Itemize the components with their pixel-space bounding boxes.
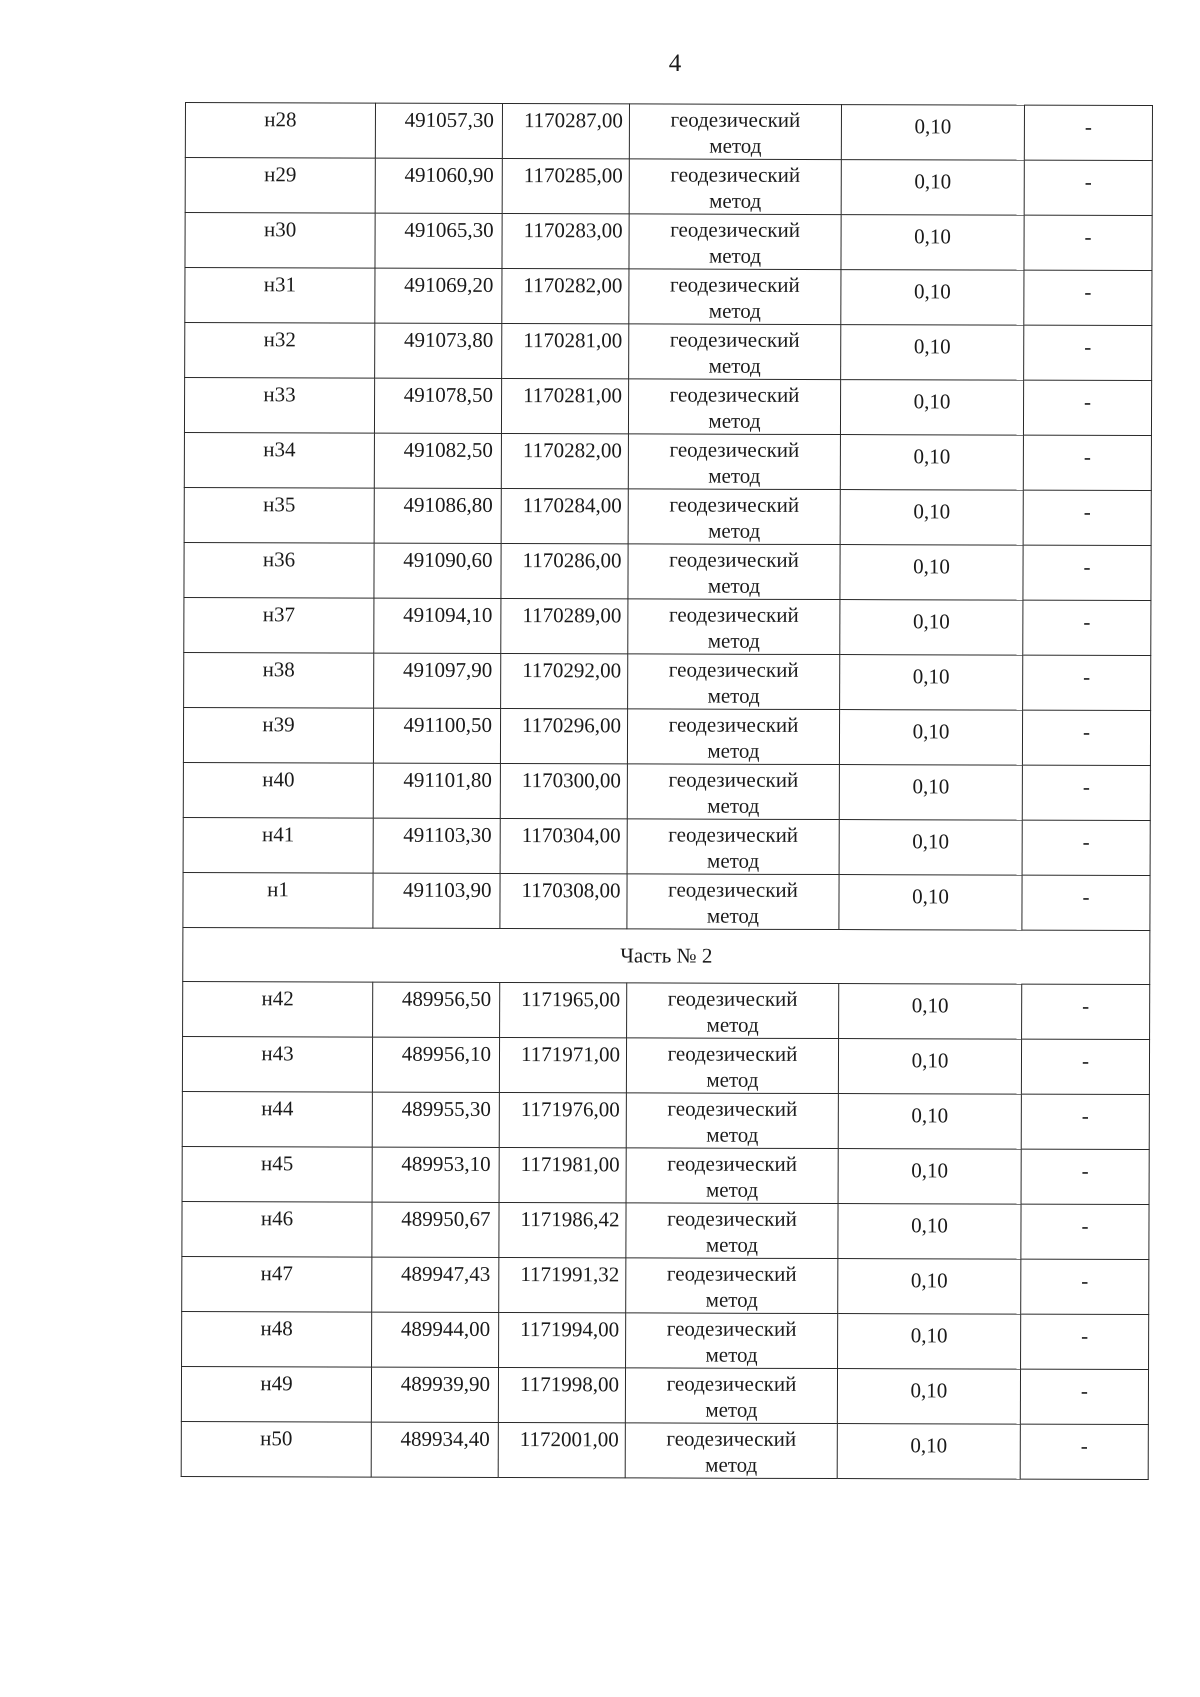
accuracy-cell: 0,10 — [839, 765, 1022, 821]
method-line-2: метод — [706, 1122, 759, 1147]
x-coordinate-cell: 491078,50 — [374, 378, 501, 433]
method-line-1: геодезический — [669, 382, 800, 407]
x-coordinate-cell: 491073,80 — [375, 323, 502, 378]
method-line-1: геодезический — [666, 1261, 797, 1286]
x-coordinate-cell: 491100,50 — [373, 708, 500, 763]
method-line-1: геодезический — [666, 1316, 797, 1341]
y-coordinate-cell: 1170281,00 — [502, 323, 629, 378]
table-row — [183, 872, 1150, 930]
method-line-2: метод — [708, 518, 761, 543]
method-line-1: геодезический — [670, 217, 801, 242]
x-coordinate-cell: 491082,50 — [374, 433, 501, 488]
point-cell: н41 — [183, 817, 373, 873]
point-cell: н47 — [182, 1256, 372, 1312]
method-line-2: метод — [708, 243, 762, 268]
y-coordinate-cell: 1171981,00 — [499, 1147, 626, 1202]
table-row — [183, 817, 1150, 875]
y-coordinate-cell: 1171976,00 — [499, 1092, 626, 1147]
note-cell: - — [1020, 1369, 1148, 1424]
point-cell: н1 — [183, 872, 373, 928]
point-cell: н28 — [185, 103, 375, 159]
y-coordinate-cell: 1170281,00 — [501, 378, 628, 433]
y-coordinate-cell: 1171998,00 — [498, 1367, 625, 1422]
method-line-1: геодезический — [667, 986, 798, 1011]
method-line-1: геодезический — [666, 1371, 797, 1396]
table-row — [182, 1091, 1149, 1149]
point-cell: н30 — [185, 213, 375, 269]
note-cell: - — [1023, 380, 1151, 435]
method-line-1: геодезический — [669, 437, 800, 462]
x-coordinate-cell: 489953,10 — [372, 1147, 499, 1202]
point-cell: н33 — [184, 378, 374, 434]
x-coordinate-cell: 489947,43 — [372, 1257, 499, 1312]
note-cell: - — [1020, 1424, 1148, 1479]
method-line-1: геодезический — [667, 1151, 798, 1176]
y-coordinate-cell: 1170282,00 — [501, 433, 628, 488]
accuracy-cell: 0,10 — [838, 1038, 1021, 1094]
y-coordinate-cell: 1170282,00 — [502, 268, 629, 323]
method-line-2: метод — [707, 848, 760, 873]
point-cell: н39 — [183, 707, 373, 763]
point-cell: н34 — [184, 432, 374, 488]
method-line-1: геодезический — [669, 327, 800, 352]
method-line-1: геодезический — [670, 107, 801, 132]
note-cell: - — [1023, 655, 1151, 710]
section-label: Часть № 2 — [183, 927, 1150, 984]
table-row — [185, 323, 1152, 381]
method-cell — [628, 544, 840, 600]
x-coordinate-cell: 491103,90 — [373, 873, 500, 928]
accuracy-cell: 0,10 — [837, 1368, 1020, 1424]
method-cell — [628, 599, 840, 655]
method-line-1: геодезический — [668, 712, 799, 737]
method-cell — [629, 104, 841, 160]
method-cell — [628, 489, 840, 545]
method-line-1: геодезический — [667, 1096, 798, 1121]
x-coordinate-cell: 491094,10 — [374, 598, 501, 653]
note-cell: - — [1024, 105, 1152, 160]
method-line-2: метод — [708, 298, 761, 323]
note-cell: - — [1023, 545, 1151, 600]
y-coordinate-cell: 1171965,00 — [500, 982, 627, 1037]
method-line-2: метод — [706, 903, 760, 928]
method-cell — [629, 159, 841, 215]
y-coordinate-cell: 1170308,00 — [500, 873, 627, 928]
table-row — [185, 158, 1152, 216]
x-coordinate-cell: 491103,30 — [373, 818, 500, 873]
accuracy-cell: 0,10 — [838, 1258, 1021, 1314]
method-cell — [625, 1422, 837, 1478]
accuracy-cell: 0,10 — [841, 160, 1024, 216]
section-header — [183, 927, 1150, 984]
method-line-1: геодезический — [668, 822, 799, 847]
note-cell: - — [1023, 600, 1151, 655]
coordinates-table — [181, 102, 1153, 1480]
method-line-1: геодезический — [668, 657, 799, 682]
note-cell: - — [1023, 490, 1151, 545]
method-cell — [627, 982, 839, 1038]
note-cell: - — [1021, 1094, 1149, 1149]
method-line-1: геодезический — [669, 547, 799, 572]
y-coordinate-cell: 1170286,00 — [501, 543, 628, 598]
table-row — [181, 1366, 1148, 1424]
accuracy-cell: 0,10 — [840, 545, 1023, 601]
method-cell — [626, 1257, 838, 1313]
accuracy-cell: 0,10 — [838, 1203, 1021, 1259]
method-line-2: метод — [705, 1342, 758, 1367]
accuracy-cell: 0,10 — [838, 1313, 1021, 1369]
note-cell: - — [1022, 984, 1150, 1039]
point-cell: н38 — [184, 652, 374, 708]
method-line-2: метод — [709, 188, 762, 213]
method-line-2: метод — [708, 353, 761, 378]
note-cell: - — [1024, 160, 1152, 215]
point-cell: н50 — [181, 1421, 371, 1477]
method-line-2: метод — [707, 573, 761, 598]
note-cell: - — [1024, 270, 1152, 325]
accuracy-cell: 0,10 — [840, 435, 1023, 491]
point-cell: н48 — [182, 1311, 372, 1367]
table-row — [185, 103, 1152, 161]
note-cell: - — [1021, 1314, 1149, 1369]
x-coordinate-cell: 491090,60 — [374, 543, 501, 598]
accuracy-cell: 0,10 — [841, 270, 1024, 326]
point-cell: н40 — [183, 762, 373, 818]
method-line-2: метод — [707, 683, 760, 708]
table-row — [182, 1036, 1149, 1094]
x-coordinate-cell: 489939,90 — [371, 1367, 498, 1422]
method-line-2: метод — [707, 793, 760, 818]
point-cell: н44 — [182, 1091, 372, 1147]
method-cell — [625, 1367, 837, 1423]
method-cell — [627, 874, 839, 930]
table-row — [183, 707, 1150, 765]
y-coordinate-cell: 1170289,00 — [501, 598, 628, 653]
point-cell: н29 — [185, 158, 375, 214]
x-coordinate-cell: 491060,90 — [375, 158, 502, 213]
note-cell: - — [1021, 1204, 1149, 1259]
note-cell: - — [1024, 325, 1152, 380]
section-row — [183, 927, 1150, 984]
method-cell — [626, 1202, 838, 1258]
table-row — [184, 378, 1151, 436]
method-cell — [627, 819, 839, 875]
method-line-2: метод — [708, 408, 761, 433]
accuracy-cell: 0,10 — [839, 875, 1022, 931]
method-line-2: метод — [707, 628, 760, 653]
method-line-2: метод — [705, 1397, 758, 1422]
x-coordinate-cell: 491097,90 — [374, 653, 501, 708]
note-cell: - — [1024, 215, 1152, 270]
table-row — [182, 1201, 1149, 1259]
note-cell: - — [1022, 765, 1150, 820]
table-row — [184, 542, 1151, 600]
point-cell: н35 — [184, 487, 374, 543]
method-cell — [628, 654, 840, 710]
y-coordinate-cell: 1171991,32 — [499, 1257, 626, 1312]
point-cell: н37 — [184, 597, 374, 653]
accuracy-cell: 0,10 — [838, 1148, 1021, 1204]
table-row — [182, 1311, 1149, 1369]
y-coordinate-cell: 1170296,00 — [500, 708, 627, 763]
accuracy-cell: 0,10 — [838, 1093, 1021, 1149]
point-cell: н36 — [184, 542, 374, 598]
point-cell: н43 — [182, 1036, 372, 1092]
point-cell: н42 — [183, 981, 373, 1037]
note-cell: - — [1022, 820, 1150, 875]
y-coordinate-cell: 1170304,00 — [500, 818, 627, 873]
x-coordinate-cell: 491069,20 — [375, 268, 502, 323]
point-cell: н46 — [182, 1201, 372, 1257]
table-row — [184, 597, 1151, 655]
method-cell — [627, 764, 839, 820]
x-coordinate-cell: 489944,00 — [372, 1312, 499, 1367]
method-line-2: метод — [706, 1012, 759, 1037]
y-coordinate-cell: 1171994,00 — [499, 1312, 626, 1367]
method-cell — [626, 1147, 838, 1203]
method-cell — [626, 1312, 838, 1368]
table-row — [185, 268, 1152, 326]
method-line-2: метод — [708, 463, 761, 488]
table-row — [181, 1421, 1148, 1479]
accuracy-cell: 0,10 — [839, 710, 1022, 766]
method-line-1: геодезический — [668, 877, 798, 902]
note-cell: - — [1021, 1149, 1149, 1204]
x-coordinate-cell: 491065,30 — [375, 213, 502, 268]
method-line-1: геодезический — [668, 602, 799, 627]
point-cell: н49 — [181, 1366, 371, 1422]
method-cell — [629, 324, 841, 380]
note-cell: - — [1023, 435, 1151, 490]
page-number: 4 — [668, 50, 682, 77]
table-row — [182, 1146, 1149, 1204]
x-coordinate-cell: 489956,10 — [372, 1037, 499, 1092]
y-coordinate-cell: 1170284,00 — [501, 488, 628, 543]
y-coordinate-cell: 1170285,00 — [502, 158, 629, 213]
method-line-1: геодезический — [667, 1041, 798, 1066]
table-row — [184, 487, 1151, 545]
x-coordinate-cell: 489950,67 — [372, 1202, 499, 1257]
note-cell: - — [1021, 1039, 1149, 1094]
x-coordinate-cell: 489934,40 — [371, 1422, 498, 1477]
accuracy-cell: 0,10 — [839, 983, 1022, 1039]
accuracy-cell: 0,10 — [840, 655, 1023, 711]
table-row — [184, 432, 1151, 490]
y-coordinate-cell: 1170292,00 — [501, 653, 628, 708]
x-coordinate-cell: 491057,30 — [375, 103, 502, 158]
method-line-2: метод — [707, 738, 760, 763]
table-row — [185, 213, 1152, 271]
x-coordinate-cell: 489956,50 — [373, 982, 500, 1037]
note-cell: - — [1022, 875, 1150, 930]
method-cell — [628, 379, 840, 435]
method-cell — [627, 709, 839, 765]
note-cell: - — [1021, 1259, 1149, 1314]
accuracy-cell: 0,10 — [840, 380, 1023, 436]
method-line-1: геодезический — [669, 492, 800, 517]
method-line-2: метод — [705, 1287, 758, 1312]
method-line-2: метод — [709, 133, 762, 158]
method-cell — [626, 1037, 838, 1093]
table-row — [182, 1256, 1149, 1314]
y-coordinate-cell: 1170283,00 — [502, 213, 629, 268]
method-line-2: метод — [706, 1067, 759, 1092]
method-line-2: метод — [705, 1452, 758, 1477]
accuracy-cell: 0,10 — [841, 215, 1024, 271]
x-coordinate-cell: 489955,30 — [372, 1092, 499, 1147]
method-line-1: геодезический — [670, 162, 801, 187]
method-line-2: метод — [706, 1177, 759, 1202]
table-row — [183, 762, 1150, 820]
table-row — [184, 652, 1151, 710]
accuracy-cell: 0,10 — [837, 1423, 1020, 1479]
x-coordinate-cell: 491101,80 — [373, 763, 500, 818]
method-line-1: геодезический — [670, 272, 800, 297]
method-cell — [628, 434, 840, 490]
method-cell — [629, 269, 841, 325]
method-line-1: геодезический — [667, 1206, 797, 1231]
accuracy-cell: 0,10 — [840, 600, 1023, 656]
accuracy-cell: 0,10 — [841, 105, 1024, 161]
y-coordinate-cell: 1170300,00 — [500, 763, 627, 818]
method-cell — [626, 1092, 838, 1148]
y-coordinate-cell: 1171986,42 — [499, 1202, 626, 1257]
method-line-1: геодезический — [668, 767, 799, 792]
accuracy-cell: 0,10 — [839, 820, 1022, 876]
method-line-1: геодезический — [666, 1426, 797, 1451]
accuracy-cell: 0,10 — [841, 325, 1024, 381]
note-cell: - — [1022, 710, 1150, 765]
table-row — [183, 981, 1150, 1039]
y-coordinate-cell: 1172001,00 — [498, 1422, 625, 1477]
x-coordinate-cell: 491086,80 — [374, 488, 501, 543]
table-body-part-2 — [181, 981, 1150, 1479]
point-cell: н31 — [185, 268, 375, 324]
y-coordinate-cell: 1171971,00 — [499, 1037, 626, 1092]
accuracy-cell: 0,10 — [840, 490, 1023, 546]
point-cell: н45 — [182, 1146, 372, 1202]
method-cell — [629, 214, 841, 270]
point-cell: н32 — [185, 323, 375, 379]
method-line-2: метод — [705, 1232, 758, 1257]
table-body-part-1 — [183, 103, 1153, 931]
y-coordinate-cell: 1170287,00 — [502, 103, 629, 158]
